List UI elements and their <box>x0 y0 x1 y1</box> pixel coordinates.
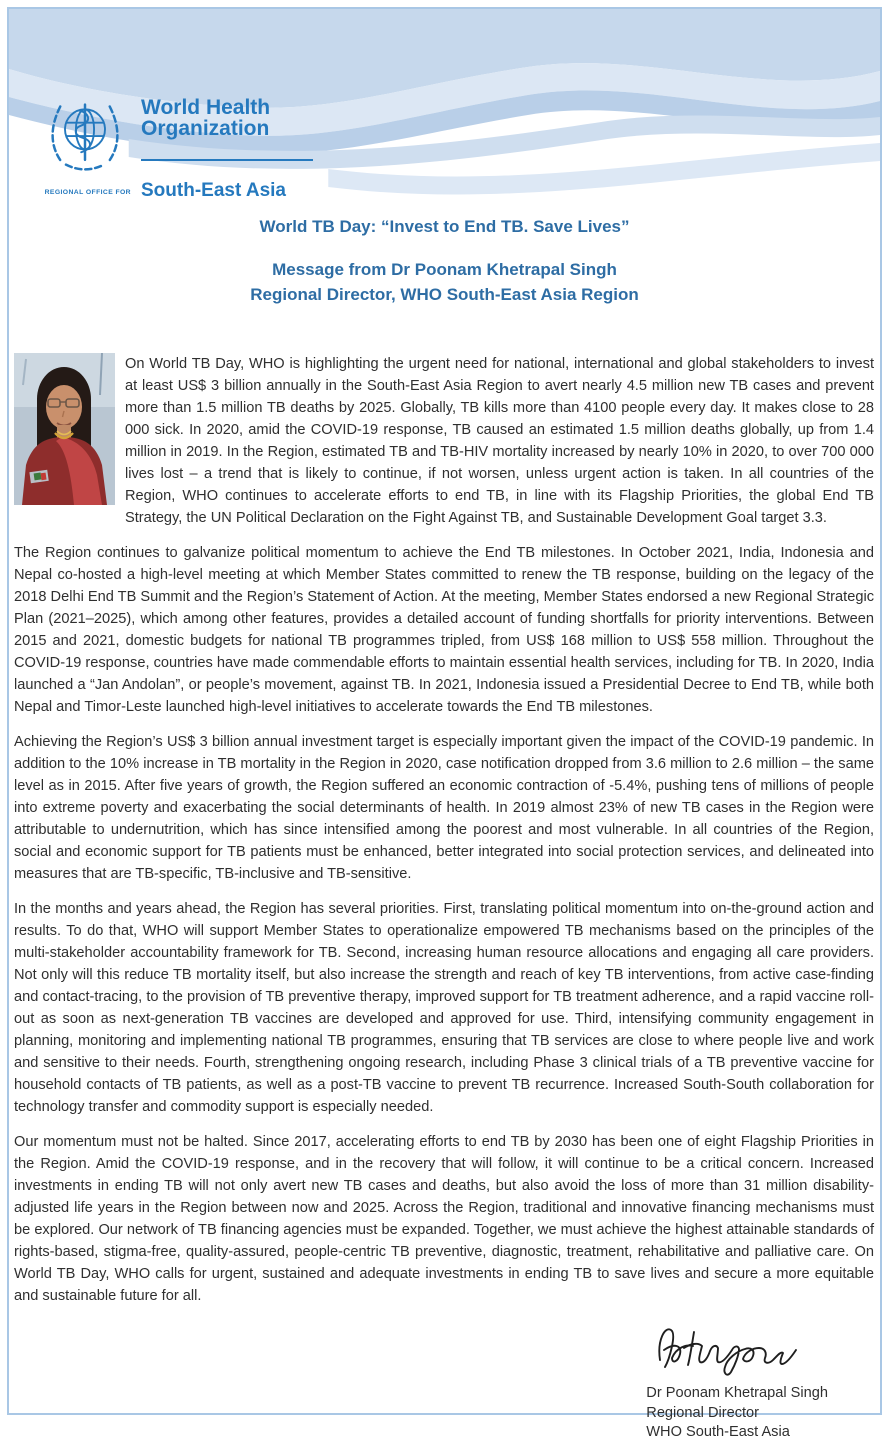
body-paragraph: Achieving the Region’s US$ 3 billion annual investment target is especially important given the impact of the COVID-19 pandemic. In addition to the 10% increase in TB mortality in the Region in 2020, case notification dropped from 3.6 million to 2.6 million – the same level as in 2015. After five years of growth, the Region suffered an economic contraction of -5.4%, pushing tens of millions of people into extreme poverty and exacerbating the social determinants of health. In 2019 almost 23% of new TB cases in the Region were attributable to undernutrition, which has since intensified among the poorest and most vulnerable. In all countries of the Region, social and economic support for TB patients must be enhanced, better integrated into social protection services, and delineated into measures that are TB-specific, TB-inclusive and TB-sensitive. <box>14 734 874 882</box>
portrait-photo <box>14 353 115 505</box>
logo-divider <box>141 159 313 161</box>
logo-office-prefix: REGIONAL OFFICE FOR <box>44 188 131 196</box>
logo-org-line2: Organization <box>141 117 270 140</box>
body-paragraph: On World TB Day, WHO is highlighting the urgent need for national, international and global stakeholders to invest at least US$ 3 billion annually in the South-East Asia Region to avert nearly 4.5 million new TB cases and prevent more than 1.5 million TB deaths by 2025. Globally, TB kills more than 4100 people every day. It makes close to 28 000 sick. In 2020, amid the COVID-19 response, TB caused an estimated 1.5 million deaths globally, up from 1.4 million in 2019. In the Region, estimated TB and TB-HIV mortality increased by nearly 10% in 2020, to over 700 000 lives lost – a trend that is likely to continue, if not worsen, unless urgent action is taken. In all countries of the Region, WHO continues to accelerate efforts to end TB, in line with its Flagship Priorities, the global End TB Strategy, the UN Political Declaration on the Fight Against TB, and Sustainable Development Goal target 3.3. <box>125 356 874 526</box>
document-page <box>7 7 882 1440</box>
signature-name: Dr Poonam Khetrapal Singh <box>646 1385 828 1401</box>
logo-org-line1: World Health <box>141 96 271 119</box>
body-paragraph: Our momentum must not be halted. Since 2017, accelerating efforts to end TB by 2030 has been one of eight Flagship Priorities in the Region. Amid the COVID-19 response, and in the recovery that will follow, it will continue to be a critical concern. Increased investments in ending TB will not only avert new TB cases and deaths, but also avoid the loss of more than 31 million disability-adjusted life years in the Region between now and 2025. Across the Region, traditional and innovative financing mechanisms must be explored. Our network of TB financing agencies must be expanded. Together, we must achieve the highest attainable standards of rights-based, stigma-free, quality-assured, people-centric TB preventive, diagnostic, treatment, rehabilitative and palliative care. On World TB Day, WHO calls for urgent, sustained and adequate investments in ending TB to save lives and secure a more equitable and sustainable future for all. <box>14 1134 874 1304</box>
body-paragraph: In the months and years ahead, the Region has several priorities. First, translating political momentum into on-the-ground action and results. To do that, WHO will support Member States to operationalize empowered TB mechanisms based on the principles of the multi-stakeholder accountability framework for TB. Second, increasing human resource allocations and engaging all care providers. Not only will this reduce TB mortality itself, but also increase the strength and reach of key TB interventions, from active case-finding and contact-tracing, to the provision of TB preventive therapy, improved support for TB treatment adherence, and a rapid vaccine roll-out as soon as next-generation TB vaccines are developed and approved for use. Third, intensifying community engagement in planning, monitoring and implementing national TB programmes, ensuring that TB services are close to where people live and work and sensitive to their needs. Fourth, strengthening ongoing research, including Phase 3 clinical trials of a TB preventive vaccine for household contacts of TB patients, as well as a post-TB vaccine to prevent TB recurrence. Increased South-South collaboration for technology transfer and commodity support is especially needed. <box>14 901 874 1115</box>
signature-image <box>652 1320 804 1376</box>
lead-paragraph-row <box>14 353 874 529</box>
page-header <box>9 9 880 201</box>
subtitle-line1: Message from Dr Poonam Khetrapal Singh <box>272 260 617 279</box>
signature-role: Regional Director <box>646 1404 760 1421</box>
subtitle-line2: Regional Director, WHO South-East Asia Region <box>250 285 639 304</box>
logo-org-name <box>141 97 313 139</box>
message-body <box>9 353 880 1443</box>
who-emblem-icon <box>45 97 125 177</box>
signature-org: WHO South-East Asia <box>646 1424 790 1440</box>
page-title: World TB Day: “Invest to End TB. Save Lives” <box>259 217 630 236</box>
logo-office-region: South-East Asia <box>141 180 286 201</box>
who-logo <box>39 97 313 201</box>
signature-block <box>646 1320 828 1443</box>
page-subtitle <box>9 257 880 307</box>
body-paragraph: The Region continues to galvanize political momentum to achieve the End TB milestones. In October 2021, India, Indonesia and Nepal co-hosted a high-level meeting at which Member States committed to renew the TB response, building on the legacy of the 2018 Delhi End TB Summit and the Region’s Statement of Action. At the meeting, Member States endorsed a new Regional Strategic Plan (2021–2025), which among other features, provides a detailed account of funding shortfalls for priority interventions. Between 2015 and 2021, domestic budgets for national TB programmes tripled, from US$ 168 million to US$ 558 million. Throughout the COVID-19 response, countries have made commendable efforts to maintain essential health services, including for TB. In 2020, India launched a “Jan Andolan”, or people’s movement, against TB. In 2021, Indonesia issued a Presidential Decree to End TB, while both Nepal and Timor-Leste launched high-level initiatives to accelerate towards the End TB milestones. <box>14 545 874 715</box>
